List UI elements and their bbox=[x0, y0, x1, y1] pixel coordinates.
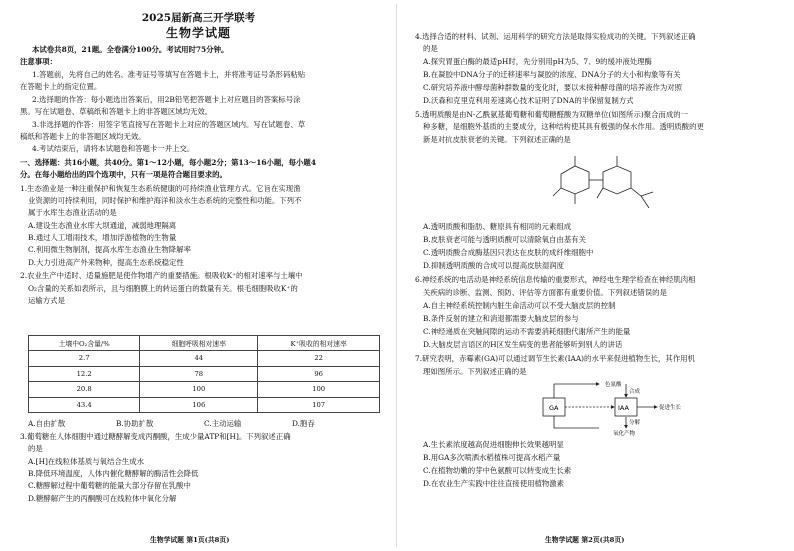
question-6-stem: 6.神经系统的电活动是神经系统信息传输的重要形式，神经电生理学检查在神经肌肉相 bbox=[415, 275, 696, 284]
question-6-stem: 关疾病的诊断、监测、预防、评估等方面都有重要价值。下列叙述错误的是 bbox=[423, 288, 667, 297]
bond bbox=[641, 192, 653, 196]
note-line: 黑。写在试题卷、草稿纸和答题卡上的非答题区域均无效。 bbox=[20, 107, 213, 116]
q3-option-a[interactable]: A.[H]在线粒体基质与氧结合生成水 bbox=[28, 457, 144, 466]
ga-label: GA bbox=[549, 404, 559, 412]
table-cell: 22 bbox=[258, 351, 380, 367]
q6-option-a[interactable]: A.自主神经系统控制内脏生命活动可以不受大脑皮层的控制 bbox=[423, 301, 616, 310]
table-cell: 106 bbox=[140, 397, 258, 413]
exam-info: 本试卷共8页，21题。全卷满分100分。考试用时75分钟。 bbox=[32, 45, 229, 54]
q4-option-d[interactable]: D.沃森和克里克利用差速离心技术证明了DNA的半保留复制方式 bbox=[423, 96, 634, 105]
oxygen-uptake-table bbox=[28, 335, 380, 413]
q1-option-b[interactable]: B.通过人工增雨技术，增加浮游植物的生物量 bbox=[28, 233, 177, 242]
question-7-stem: 理如图所示。下列叙述正确的是 bbox=[423, 367, 527, 376]
question-5-stem: 种多糖，是细胞外基质的主要成分，这种结构使其具有极强的保水作用。透明质酸的更 bbox=[423, 122, 704, 131]
table-header: 细胞呼吸相对速率 bbox=[140, 336, 258, 351]
section-heading-cont: 分。在每小题给出的四个选项中，只有一项是符合题目要求的。 bbox=[20, 170, 227, 179]
glucuronic-ring bbox=[561, 166, 589, 194]
q7-option-b[interactable]: B.用GA多次喷洒水稻植株可提高水稻产量 bbox=[423, 453, 561, 462]
q4-option-a[interactable]: A.探究胃蛋白酶的最适pH时，先分别用pH为5、7、9的缓冲液处理酶 bbox=[423, 57, 652, 66]
synthesis-label: 合成 bbox=[629, 389, 641, 395]
question-3-stem: 的是 bbox=[28, 444, 43, 453]
q1-option-d[interactable]: D.大力引进高产外来物种，提高生态系统稳定性 bbox=[28, 258, 184, 267]
exam-series-title: 2025届新高三开学联考 bbox=[141, 12, 256, 24]
table-cell: 44 bbox=[140, 351, 258, 367]
q4-option-c[interactable]: C.研究培养液中酵母菌种群数量的变化时，要以未接种酵母菌的培养液作为对照 bbox=[423, 83, 683, 92]
question-7-stem: 7.研究表明，赤霉素(GA)可以通过调节生长素(IAA)的水平来促进植物生长，其作用机 bbox=[415, 354, 695, 363]
q7-option-d[interactable]: D.在农业生产实践中往往直接使用植物激素 bbox=[423, 479, 565, 488]
table-cell: 78 bbox=[140, 366, 258, 382]
exam-subject-title: 生物学试题 bbox=[165, 26, 231, 40]
decompose-label: 分解 bbox=[629, 420, 641, 426]
question-3-stem: 3.葡萄糖在人体细胞中通过糖酵解变成丙酮酸，生成少量ATP和[H]。下列叙述正确 bbox=[20, 432, 291, 441]
page-footer: 生物学试题 第2页(共8页) bbox=[545, 536, 625, 544]
table-cell: 43.4 bbox=[29, 397, 140, 413]
table-row bbox=[29, 397, 380, 413]
table-cell: 12.2 bbox=[29, 366, 140, 382]
bond bbox=[597, 188, 603, 198]
bond bbox=[631, 188, 641, 196]
ga-iaa-mechanism-diagram bbox=[525, 378, 705, 436]
iaa-label: IAA bbox=[618, 404, 629, 412]
q7-option-c[interactable]: C.在植物幼嫩的芽中色氨酸可以转变成生长素 bbox=[423, 466, 572, 475]
q3-option-c[interactable]: C.糖酵解过程中葡萄糖的能量大部分存留在乳酸中 bbox=[28, 481, 191, 490]
q2-option-b[interactable]: B.协助扩散 bbox=[116, 419, 154, 428]
table-header-row bbox=[29, 336, 380, 351]
note-line: 1.答题前，先将自己的姓名、准考证号等填写在答题卡上，并将准考证号条形码粘贴 bbox=[32, 70, 306, 79]
oxidation-label: 氧化产物 bbox=[613, 431, 636, 436]
q1-option-c[interactable]: C.利用微生物制剂，提高水库生态渔业生物降解率 bbox=[28, 245, 191, 254]
question-5-stem: 新是对抗皮肤衰老的关键。下列叙述正确的是 bbox=[423, 135, 571, 144]
q5-option-b[interactable]: B.皮肤衰老可能与透明质酸可以清除氧自由基有关 bbox=[423, 235, 586, 244]
q4-option-b[interactable]: B.在凝胶中DNA分子的迁移速率与凝胶的浓度、DNA分子的大小和构象等有关 bbox=[423, 70, 681, 79]
question-1-stem: 业资源的可持续利用，同时保护和维护海洋和淡水生态系统的完整性和功能。下列不 bbox=[28, 196, 302, 205]
ga-to-precursor-arrow bbox=[554, 384, 599, 398]
table-header: K⁺吸收的相对速率 bbox=[258, 336, 380, 351]
glucosamine-ring bbox=[603, 166, 631, 194]
table-cell: 107 bbox=[258, 397, 380, 413]
question-5-stem: 5.透明质酸是由N-乙酰氨基葡萄糖和葡萄糖醛酸为双糖单位(如图所示)聚合而成的一 bbox=[415, 110, 689, 119]
note-line: 在答题卡上的指定位置。 bbox=[20, 82, 102, 91]
table-cell: 20.8 bbox=[29, 382, 140, 398]
question-1-stem: 属于水库生态渔业活动的是 bbox=[28, 208, 117, 217]
q3-option-d[interactable]: D.糖酵解产生的丙酮酸可在线粒体中氧化分解 bbox=[28, 494, 177, 503]
notes-heading: 注意事项： bbox=[20, 57, 57, 66]
q6-option-c[interactable]: C.神经递质在突触间隙的运动不需要消耗细胞代谢所产生的能量 bbox=[423, 327, 631, 336]
note-line: 稿纸和答题卡上的非答题区域均无效。 bbox=[20, 132, 146, 141]
bond bbox=[641, 196, 649, 208]
table-cell: 2.7 bbox=[29, 351, 140, 367]
bond bbox=[553, 188, 561, 196]
table-row bbox=[29, 366, 380, 382]
q2-option-a[interactable]: A.自由扩散 bbox=[28, 419, 66, 428]
table-cell: 100 bbox=[258, 382, 380, 398]
q7-option-a[interactable]: A.生长素浓度越高促进细胞伸长效果越明显 bbox=[423, 440, 564, 449]
q2-option-c[interactable]: C.主动运输 bbox=[204, 419, 242, 428]
question-4-stem: 4.选择合适的材料、试剂、运用科学的研究方法是取得实验成功的关键。下列叙述正确 bbox=[415, 32, 696, 41]
q2-option-d[interactable]: D.胞吞 bbox=[292, 419, 315, 428]
note-line: 2.选择题的作答：每小题选出答案后，用2B铅笔把答题卡上对应题目的答案标号涂 bbox=[32, 95, 301, 104]
question-1-stem: 1.生态渔业是一种注重保护和恢复生态系统健康的可持续渔业管理方式。它旨在实现渔 bbox=[20, 184, 301, 193]
table-row bbox=[29, 382, 380, 398]
section-heading: 一、选择题：共16小题，共40分。第1～12小题，每小题2分；第13～16小题，每小题4 bbox=[20, 158, 316, 167]
q1-option-a[interactable]: A.建设生态渔业水库大坝通道，减弱地理隔离 bbox=[28, 221, 177, 230]
q6-option-d[interactable]: D.大脑皮层言语区的H区发生病变的患者能够听到别人的讲话 bbox=[423, 340, 623, 349]
precursor-label: 色氨酸 bbox=[605, 382, 622, 388]
question-2-stem: 运输方式是 bbox=[28, 296, 65, 305]
q5-option-c[interactable]: C.透明质酸合成酶基因只表达在皮肤的成纤维细胞中 bbox=[423, 248, 594, 257]
question-4-stem: 的是 bbox=[423, 44, 438, 53]
q5-option-d[interactable]: D.抑制透明质酸的合成可以提高皮肤湿润度 bbox=[423, 261, 565, 270]
table-cell: 100 bbox=[140, 382, 258, 398]
exam-page-2 bbox=[397, 0, 794, 551]
note-line: 3.非选择题的作答：用签字笔直接写在答题卡上对应的答题区域内。写在试题卷、草 bbox=[32, 120, 306, 129]
question-2-stem: O₂含量的关系如表所示，且与细胞膜上的转运蛋白的数量有关。根毛细胞吸收K⁺的 bbox=[28, 284, 298, 293]
table-header: 土壤中O₂含量/% bbox=[29, 336, 140, 351]
q5-option-a[interactable]: A.透明质酸和脂肪、糖原具有相同的元素组成 bbox=[423, 222, 572, 231]
note-line: 4.考试结束后，请将本试题卷和答题卡一并上交。 bbox=[32, 144, 195, 153]
q6-option-b[interactable]: B.条件反射的建立和消退都需要大脑皮层的参与 bbox=[423, 314, 579, 323]
growth-label: 促进生长 bbox=[659, 405, 682, 411]
q3-option-b[interactable]: B.降低环境温度，人体内催化糖酵解的酶活性会降低 bbox=[28, 469, 199, 478]
question-2-stem: 2.农业生产中适时、适量施肥是使作物增产的重要措施。根吸收K⁺的相对速率与土壤中 bbox=[20, 271, 303, 280]
table-row bbox=[29, 351, 380, 367]
ga-inhibit-line bbox=[554, 416, 599, 428]
hyaluronic-acid-structure bbox=[545, 146, 665, 216]
table-cell: 96 bbox=[258, 366, 380, 382]
page-footer: 生物学试题 第1页(共8页) bbox=[150, 536, 230, 544]
